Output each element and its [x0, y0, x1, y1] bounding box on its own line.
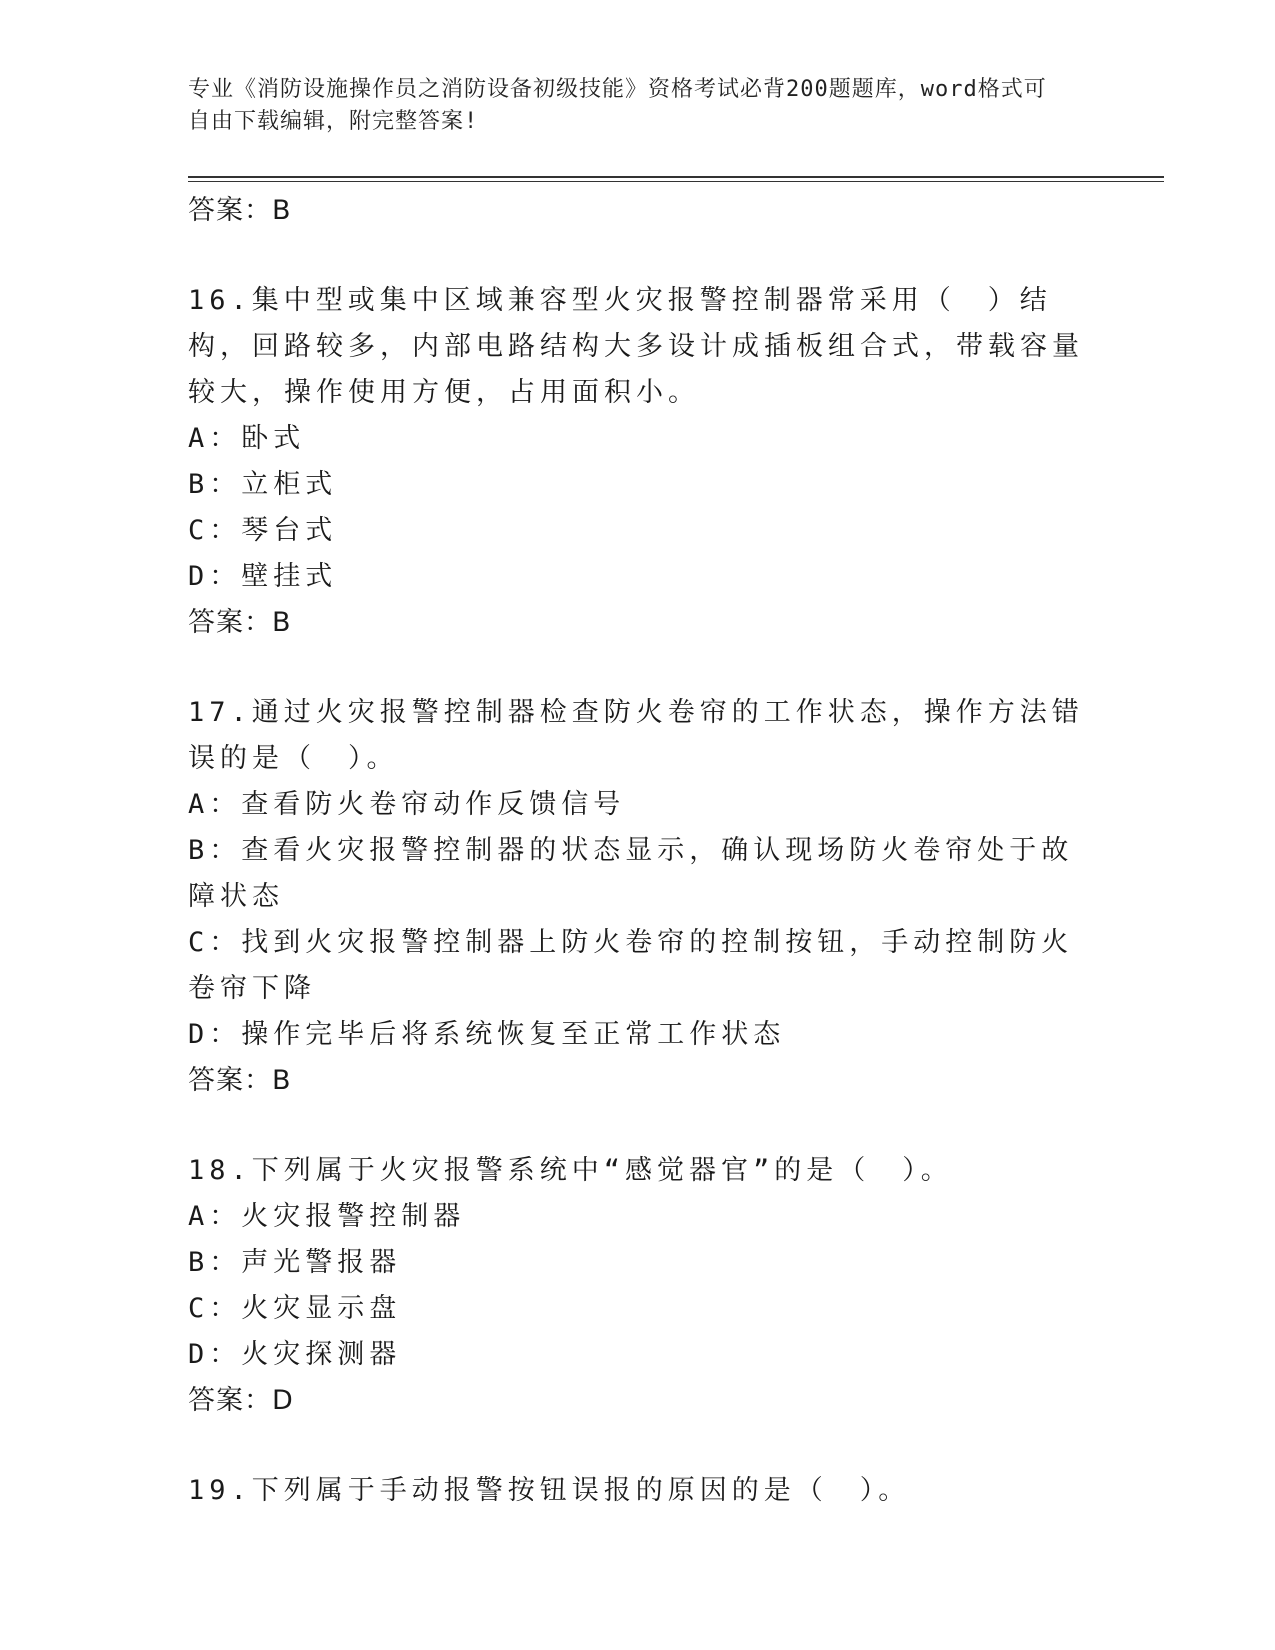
- question-16: [188, 278, 1088, 646]
- option-d: D：操作完毕后将系统恢复至正常工作状态: [188, 1019, 786, 1050]
- option-a: A：查看防火卷帘动作反馈信号: [188, 789, 626, 820]
- document-header: 专业《消防设施操作员之消防设备初级技能》资格考试必背200题题库，word格式可自由下载编辑，附完整答案!: [188, 77, 1047, 134]
- question-stem: 17.通过火灾报警控制器检查防火卷帘的工作状态，操作方法错误的是（ ）。: [188, 697, 1084, 774]
- question-answer: 答案：B: [188, 607, 292, 638]
- question-answer: 答案：D: [188, 1385, 294, 1416]
- question-stem: 18.下列属于火灾报警系统中“感觉器官”的是（ ）。: [188, 1155, 953, 1186]
- option-c: C：找到火灾报警控制器上防火卷帘的控制按钮，手动控制防火卷帘下降: [188, 927, 1074, 1004]
- option-d: D：火灾探测器: [188, 1339, 402, 1370]
- header-divider: [188, 176, 1164, 182]
- question-19: [188, 1468, 1088, 1514]
- option-b: B：查看火灾报警控制器的状态显示，确认现场防火卷帘处于故障状态: [188, 835, 1074, 912]
- question-list: [188, 188, 1088, 1514]
- previous-answer: 答案：B: [188, 195, 292, 226]
- option-c: C：琴台式: [188, 515, 338, 546]
- question-answer: 答案：B: [188, 1065, 292, 1096]
- question-18: [188, 1148, 1088, 1424]
- option-a: A：卧式: [188, 423, 306, 454]
- option-b: B：声光警报器: [188, 1247, 402, 1278]
- question-17: [188, 690, 1088, 1104]
- question-stem: 19.下列属于手动报警按钮误报的原因的是（ ）。: [188, 1475, 911, 1506]
- option-c: C：火灾显示盘: [188, 1293, 402, 1324]
- option-b: B：立柜式: [188, 469, 338, 500]
- question-stem: 16.集中型或集中区域兼容型火灾报警控制器常采用（ ）结构，回路较多，内部电路结构大多设计成插板组合式，带载容量较大，操作使用方便，占用面积小。: [188, 285, 1084, 408]
- option-a: A：火灾报警控制器: [188, 1201, 466, 1232]
- option-d: D：壁挂式: [188, 561, 338, 592]
